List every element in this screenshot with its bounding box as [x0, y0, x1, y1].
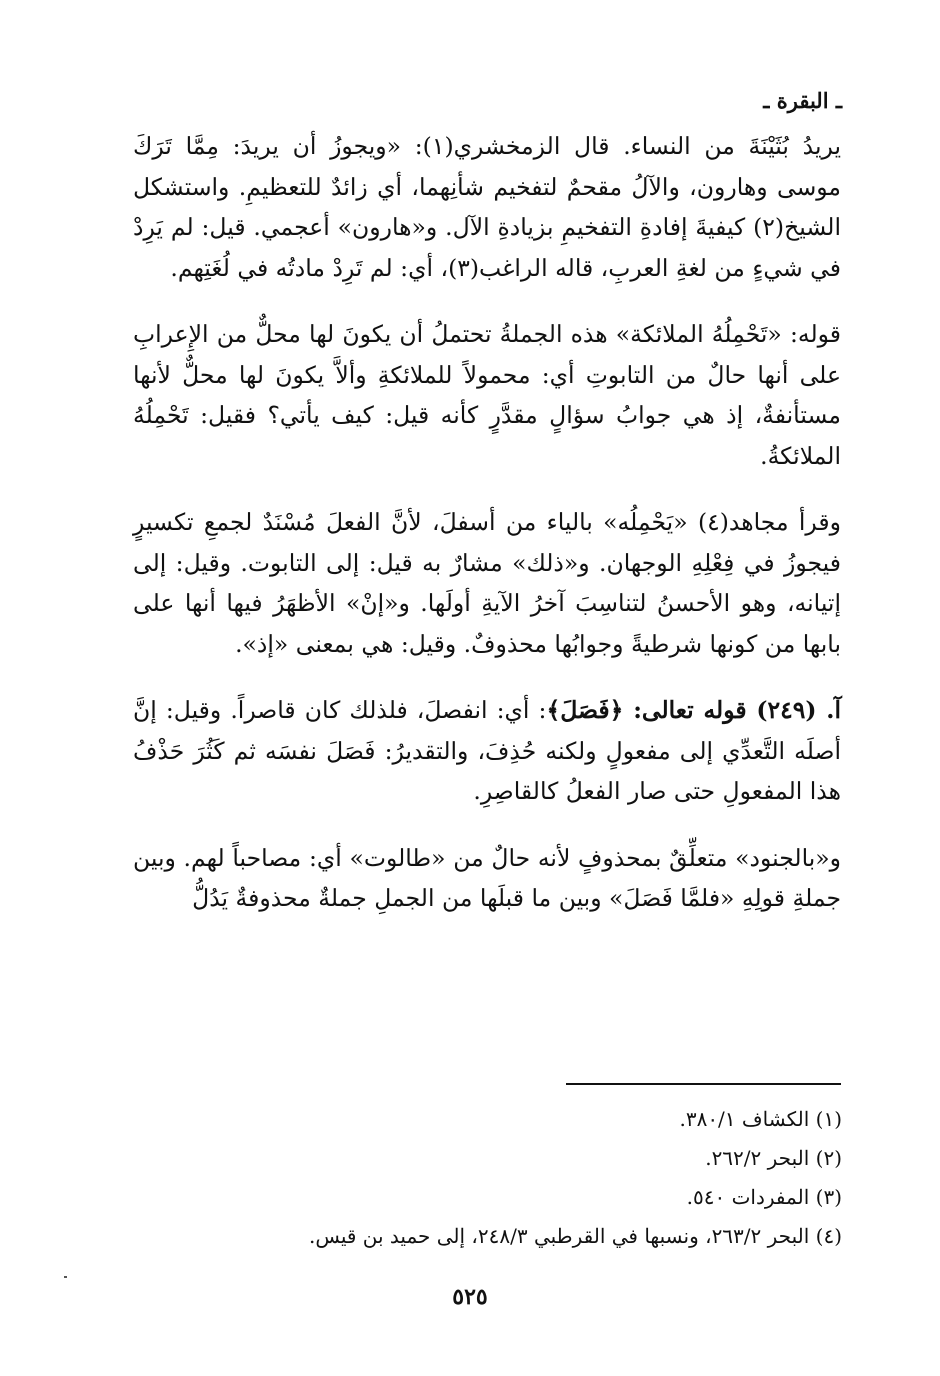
verse-commentary: [133, 690, 841, 812]
verse-heading: آ. (٢٤٩) قوله تعالى: ﴿فَصَلَ﴾: [546, 696, 841, 724]
main-text: [133, 126, 841, 919]
footnote-4: (٤) البحر ٢٦٣/٢، ونسبها في القرطبي ٢٤٨/٣، إلى حميد بن قيس.: [308, 1224, 842, 1248]
paragraph-1: يريدُ بُثَيْنَةَ من النساء. قال الزمخشري(١): «ويجوزُ أن يريدَ: مِمَّا تَرَكَ موسى وهارون، والآلُ مقحمٌ لتفخيم شأنِهما، أي زائدٌ للتعظيمِ. واستشكل الشيخ(٢) كيفيةَ إفادةِ التفخيمِ بزيادةِ الآل. و«هارون» أعجمي. قيل: لم يَرِدْ في شيءٍ من لغةِ العربِ، قاله الراغب(٣)، أي: لم تَرِدْ مادتُه في لُغَتِهم.: [133, 132, 841, 282]
verse-explanation: : أي: انفصلَ، فلذلك كان قاصراً. وقيل: إنَّ أصلَه التَّعدِّي إلى مفعولٍ ولكنه حُذِفَ، والتقديرُ: فَصَلَ نفسَه ثم كَثُرَ حَذْفُ هذا المفعولِ حتى صار الفعلُ كالقاصِرِ.: [133, 696, 841, 805]
footnote-2: (٢) البحر ٢٦٢/٢.: [705, 1146, 842, 1170]
footnote-divider: [566, 1083, 841, 1085]
paragraph-2: قوله: «تَحْمِلُهُ الملائكة» هذه الجملةُ تحتملُ أن يكونَ لها محلٌّ من الإِعرابِ على أنها حالٌ من التابوتِ أي: محمولاً للملائكةِ وألاَّ يكونَ لها محلٌّ لأنها مستأنفةٌ، إذ هي جوابُ سؤالٍ مقدَّرٍ كأنه قيل: كيف يأتي؟ فقيل: تَحْمِلُهُ الملائكةُ.: [133, 320, 841, 470]
footnote-1: (١) الكشاف ٣٨٠/١.: [679, 1107, 842, 1131]
paragraph-5: و«بالجنود» متعلِّقٌ بمحذوفٍ لأنه حالٌ من «طالوت» أي: مصاحباً لهم. وبين جملةِ قولِهِ «فلمَّا فَصَلَ» وبين ما قبلَها من الجملِ جملةٌ محذوفةٌ يَدُلُّ: [133, 843, 841, 912]
page-number: ٥٢٥: [452, 1284, 488, 1310]
running-header: ـ البقرة ـ: [763, 88, 842, 113]
scan-speck: [64, 1276, 67, 1278]
footnotes: [134, 1100, 842, 1256]
footnote-3: (٣) المفردات ٥٤٠.: [686, 1185, 842, 1209]
paragraph-3: وقرأ مجاهد(٤) «يَحْمِلُه» بالياء من أسفلَ، لأنَّ الفعلَ مُسْنَدٌ لجمعِ تكسيرٍ فيجوزُ في فِعْلِهِ الوجهان. و«ذلك» مشارٌ به قيل: إلى التابوت. وقيل: إلى إتيانه، وهو الأحسنُ لتناسِبَ آخرُ الآيةِ أولَها. و«إنْ» الأظهَرُ فيها أنها على بابها من كونها شرطيةً وجوابُها محذوفٌ. وقيل: هي بمعنى «إذ».: [133, 508, 841, 658]
